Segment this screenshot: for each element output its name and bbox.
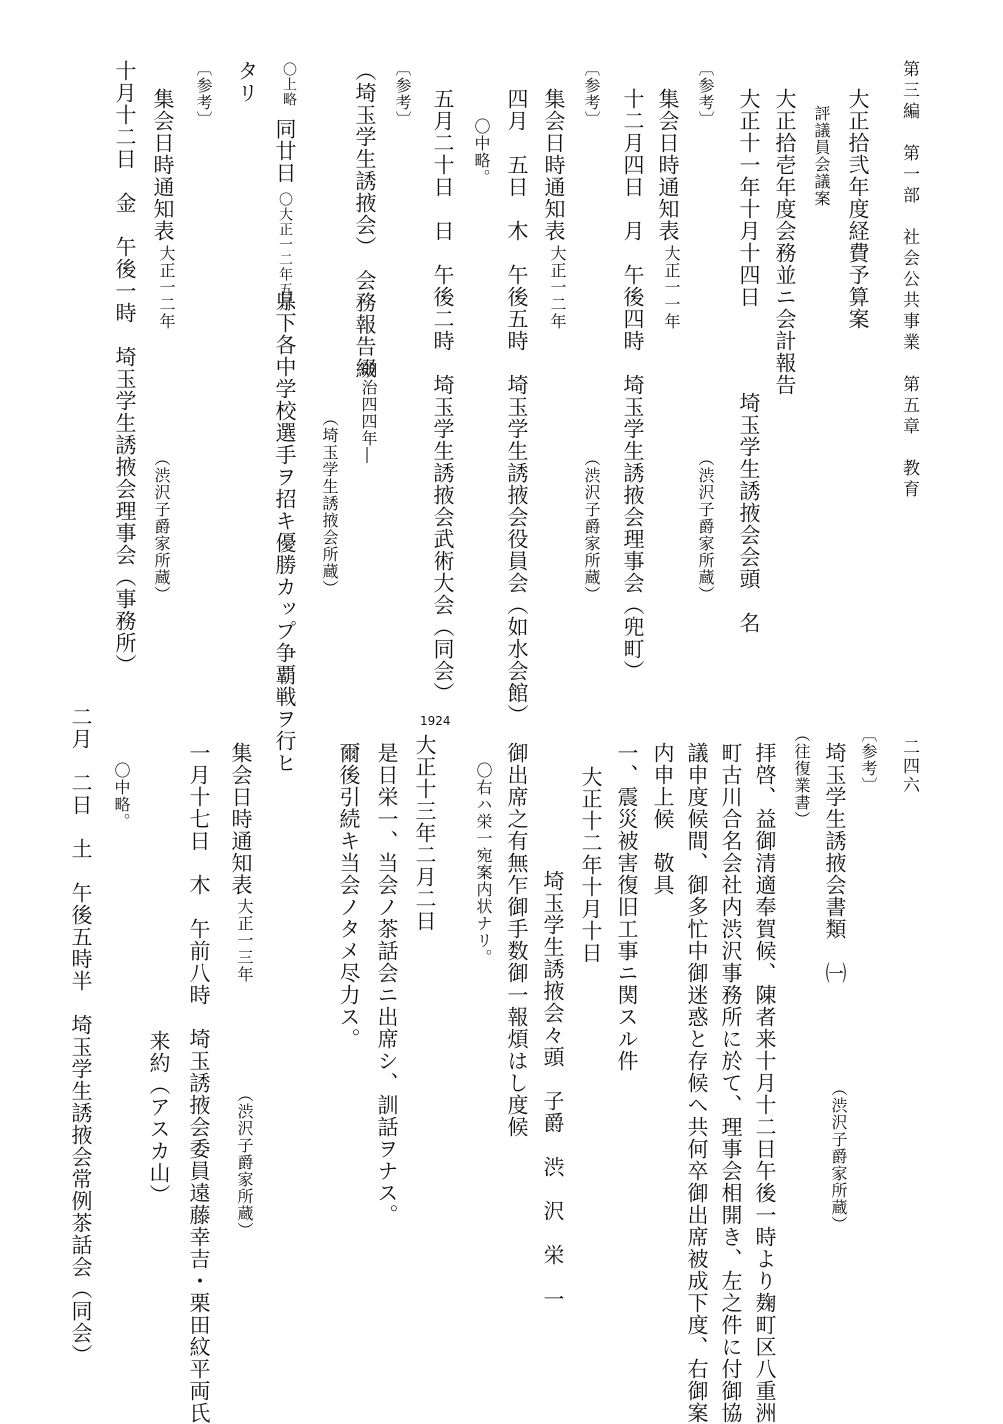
archive-title: （埼玉学生誘掖会） 会務報告綴 — [353, 60, 377, 380]
schedule-entry: 五月二十日 日 午後二時 埼玉学生誘掖会武術大会（同会） — [431, 88, 455, 704]
archive-period: 明治四四年― — [359, 362, 378, 464]
letter-date: 大正十二年十月十日 — [579, 766, 603, 964]
letter-line: 拝啓、益御清適奉賀候、陳者来十月十二日午後一時より麹町区八重洲 — [753, 742, 777, 1424]
record-date-note: 〇大正一二年五月 — [277, 192, 293, 312]
notice-title: 集会日時通知表 — [151, 88, 175, 242]
schedule-entry: 四月 五日 木 午後五時 埼玉学生誘掖会役員会（如水会館） — [505, 88, 529, 726]
record-text: タリ — [235, 60, 259, 104]
budget-title: 大正拾弐年度経費予算案 — [846, 88, 870, 330]
omission-note: 〇中略。 — [112, 762, 131, 830]
letter-line: 町古川合名会社内渋沢事務所に於て、理事会相開き、左之件に付御協 — [719, 742, 743, 1424]
source-note: （渋沢子爵家所蔵） — [582, 450, 601, 603]
record-text: 県下各中学校選手ヲ招キ優勝カップ争覇戦ヲ行ヒ — [273, 290, 297, 774]
editor-note: 〇右ハ栄一宛案内状ナリ。 — [474, 762, 493, 966]
notice-title: 集会日時通知表 — [656, 88, 680, 242]
notice-year: 大正一二年 — [548, 245, 567, 330]
reference-label: 〔参考〕 — [393, 60, 412, 128]
reference-label: 〔参考〕 — [582, 60, 601, 128]
notice-year: 大正一三年 — [235, 898, 254, 983]
report-title: 大正拾壱年度会務並ニ会計報告 — [773, 88, 797, 396]
notice-title: 集会日時通知表 — [542, 88, 566, 242]
year-marker: 1924 — [420, 714, 451, 728]
reference-label: 〔参考〕 — [859, 726, 878, 794]
agenda-item: 一、震災被害復旧工事ニ関スル件 — [615, 742, 639, 1072]
council-agenda: 評議員会議案 — [812, 88, 831, 207]
report-date: 大正十一年十月十四日 — [737, 88, 761, 308]
notice-year: 大正一二年 — [157, 245, 176, 330]
schedule-entry: 十月十二日 金 午後一時 埼玉学生誘掖会理事会（事務所） — [113, 60, 137, 676]
record-date: 同廿日 — [273, 118, 297, 184]
omission-mark: 〇上略 — [281, 62, 297, 107]
schedule-entry: 一月十七日 木 午前八時 埼玉誘掖会委員遠藤幸吉・栗田紋平両氏 — [187, 742, 211, 1424]
letter-type: （往復業書） — [792, 726, 811, 828]
entry-text: 是日栄一、当会ノ茶話会ニ出席シ、訓話ヲナス。 — [375, 742, 399, 1226]
letter-signer: 埼玉学生誘掖会々頭 子爵 渋 沢 栄 一 — [541, 870, 565, 1310]
notice-year: 大正一一年 — [662, 245, 681, 330]
source-note: （渋沢子爵家所蔵） — [829, 1080, 848, 1233]
source-note: （渋沢子爵家所蔵） — [235, 1086, 254, 1239]
letter-line: 議申度候間、御多忙中御迷惑と存候へ共何卒御出席被成下度、右御案 — [685, 742, 709, 1424]
source-note: （渋沢子爵家所蔵） — [696, 450, 715, 603]
omission-note: 〇中略。 — [472, 118, 491, 186]
source-note: （埼玉学生誘掖会所蔵） — [320, 410, 339, 597]
schedule-entry-cont: 来約（アスカ山） — [147, 1030, 171, 1206]
document-title: 埼玉学生誘掖会書類 ㈠ — [823, 742, 847, 984]
schedule-entry: 二月 二日 土 午後五時半 埼玉学生誘掖会常例茶話会（同会） — [69, 706, 93, 1366]
notice-title: 集会日時通知表 — [229, 742, 253, 896]
source-note: （渋沢子爵家所蔵） — [152, 450, 171, 603]
reference-label: 〔参考〕 — [194, 60, 213, 128]
letter-line: 内申上候 敬具 — [651, 742, 675, 896]
running-head: 第三編 第一部 社会公共事業 第五章 教育 — [899, 60, 919, 501]
report-signer: 埼玉学生誘掖会会頭 名 — [737, 392, 761, 634]
reference-label: 〔参考〕 — [696, 60, 715, 128]
entry-text: 爾後引続キ当会ノタメ尽力ス。 — [337, 742, 361, 1050]
entry-date: 大正十三年二月二日 — [413, 734, 437, 932]
schedule-entry: 十二月四日 月 午後四時 埼玉学生誘掖会理事会（兜町） — [621, 88, 645, 682]
page-number: 二四六 — [899, 738, 919, 795]
letter-postscript: 御出席之有無乍御手数御一報煩はし度候 — [505, 742, 529, 1138]
